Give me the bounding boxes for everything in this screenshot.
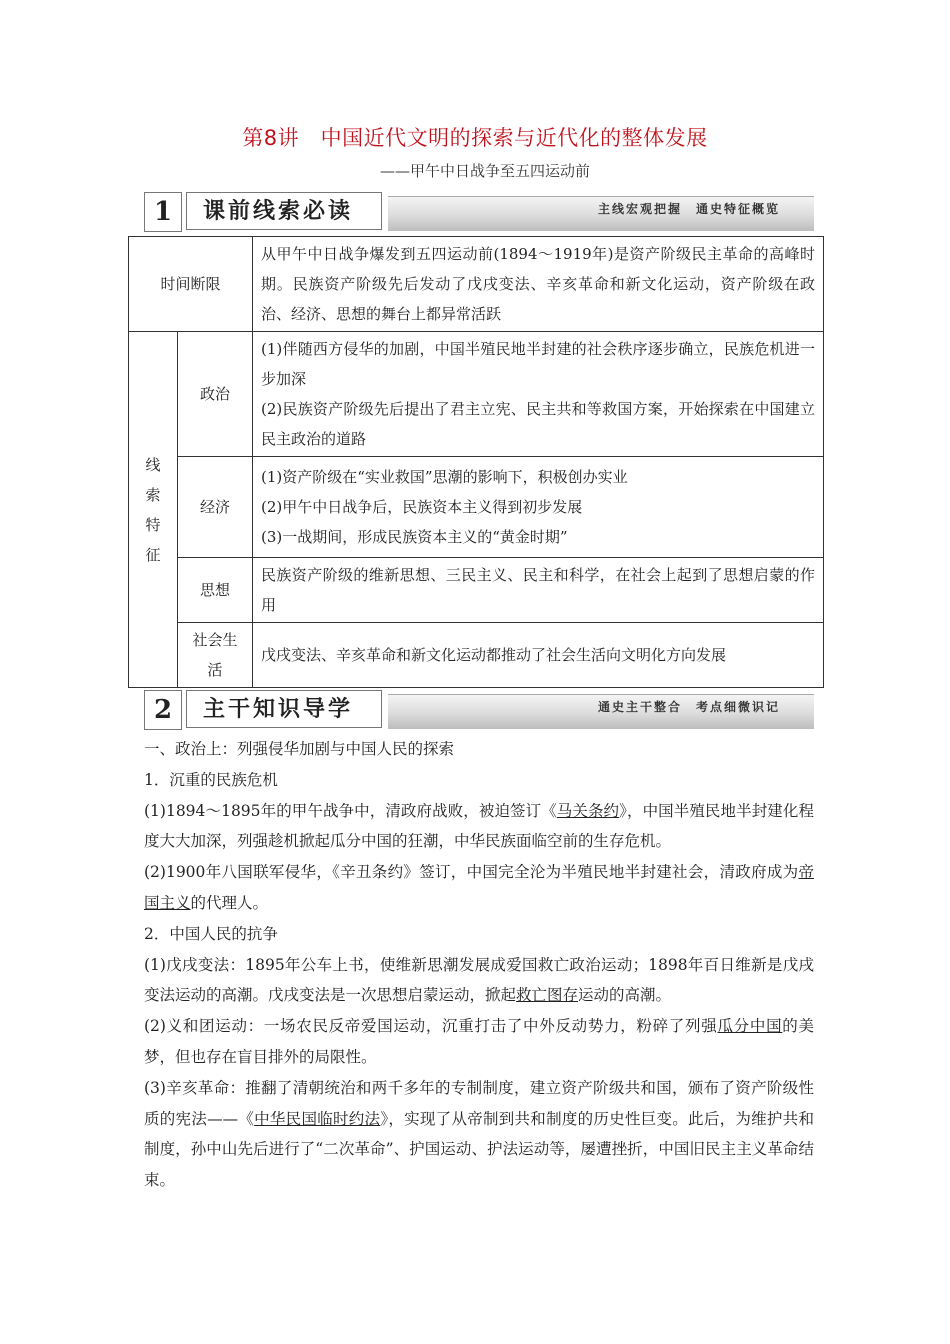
list-item: 民族资产阶级的维新思想、三民主义、民主和科学，在社会上起到了思想启蒙的作用 [261,566,815,614]
key-term: 瓜分中国 [717,1017,783,1036]
period-head: 时间断限 [129,237,253,332]
table-row [129,332,824,457]
key-term: 帝国主义 [144,863,814,912]
list-item: (2)民族资产阶级先后提出了君主立宪、民主共和等救国方案，开始探索在中国建立民主政治的道路 [261,400,815,448]
table-row [129,457,824,558]
section-number: 1 [144,192,182,232]
paragraph [144,857,814,919]
section-label: 课前线索必读 [186,192,382,230]
paragraph [144,950,814,1012]
list-item: (1)资产阶级在“实业救国”思潮的影响下，积极创办实业 [261,468,628,486]
row-label-social-text: 社会生活 [192,631,238,679]
text-span: (1)1894～1895年的甲午战争中，清政府战败，被迫签订《 [144,801,557,820]
text-span: 的美梦，但也存在盲目排外的局限性。 [144,1017,814,1066]
key-term: 救亡图存 [516,986,579,1005]
text-span: (2)义和团运动：一场农民反帝爱国运动，沉重打击了中外反动势力，粉碎了列强 [144,1017,718,1036]
section-label: 主干知识导学 [186,690,382,728]
clue-head [129,332,178,688]
list-item: (2)甲午中日战争后，民族资本主义得到初步发展 [261,498,583,516]
text-span: 》，中国半殖民地半封建化程度大大加深，列强趁机掀起瓜分中国的狂潮，中华民族面临空前的生存危机。 [144,801,814,851]
text-span: (2)1900年八国联军侵华，《辛丑条约》签订，中国完全沦为半殖民地半封建社会，清政府成为 [144,863,799,882]
text-span: (1)戊戌变法：1895年公车上书，使维新思潮发展成爱国救亡政治运动；1898年百日维新是戊戌变法运动的高潮。戊戌变法是一次思想启蒙运动，掀起 [144,955,814,1005]
key-term: 马关条约 [556,801,620,820]
key-term: 中华民国临时约法 [254,1109,381,1128]
clue-table [128,236,824,688]
paragraph [144,796,814,858]
section-banner-1 [144,192,814,232]
list-item: (3)一战期间，形成民族资本主义的“黄金时期” [261,528,568,546]
text-span: 运动的高潮。 [578,986,672,1005]
table-row [129,623,824,688]
heading-politics: 一、政治上：列强侵华加剧与中国人民的探索 [144,740,455,758]
row-label-thought: 思想 [178,558,253,623]
row-label-social [178,623,253,688]
paragraph [144,1073,814,1196]
row-content-thought [253,558,824,623]
row-label-politics: 政治 [178,332,253,457]
text-span: (3)辛亥革命：推翻了清朝统治和两千多年的专制制度，建立资产阶级共和国，颁布了资产阶级性质的宪法——《 [144,1078,814,1128]
row-content-social [253,623,824,688]
section-banner-2 [144,690,814,730]
main-body [144,734,814,1196]
table-row [129,237,824,332]
page-title: 第8讲 中国近代文明的探索与近代化的整体发展 [242,126,708,150]
list-item: (1)伴随西方侵华的加剧，中国半殖民地半封建的社会秩序逐步确立，民族危机进一步加深 [261,340,815,388]
section-slogan: 主线宏观把握 通史特征概览 [597,202,780,216]
subheading-crisis: 1．沉重的民族危机 [144,770,278,789]
row-content-politics [253,332,824,457]
table-row [129,558,824,623]
row-content-economy [253,457,824,558]
list-item: 戊戌变法、辛亥革命和新文化运动都推动了社会生活向文明化方向发展 [261,646,727,664]
section-slogan: 通史主干整合 考点细微识记 [597,700,780,714]
period-text: 从甲午中日战争爆发到五四运动前(1894～1919年)是资产阶级民主革命的高峰时期。民族资产阶级先后发动了戊戌变法、辛亥革命和新文化运动，资产阶级在政治、经济、思想的舞台上都异常活跃 [253,237,824,332]
text-span: 的代理人。 [190,893,269,912]
paragraph [144,1011,814,1073]
subheading-struggle: 2．中国人民的抗争 [144,924,278,943]
page-subtitle: ——甲午中日战争至五四运动前 [379,162,590,180]
row-label-economy: 经济 [178,457,253,558]
section-number: 2 [144,690,182,730]
clue-head-text: 线索特征 [145,455,161,564]
text-span: 》，实现了从帝制到共和制度的历史性巨变。此后，为维护共和制度，孙中山先后进行了“二次革命”、护国运动、护法运动等，屡遭挫折，中国旧民主主义革命结束。 [144,1109,814,1190]
